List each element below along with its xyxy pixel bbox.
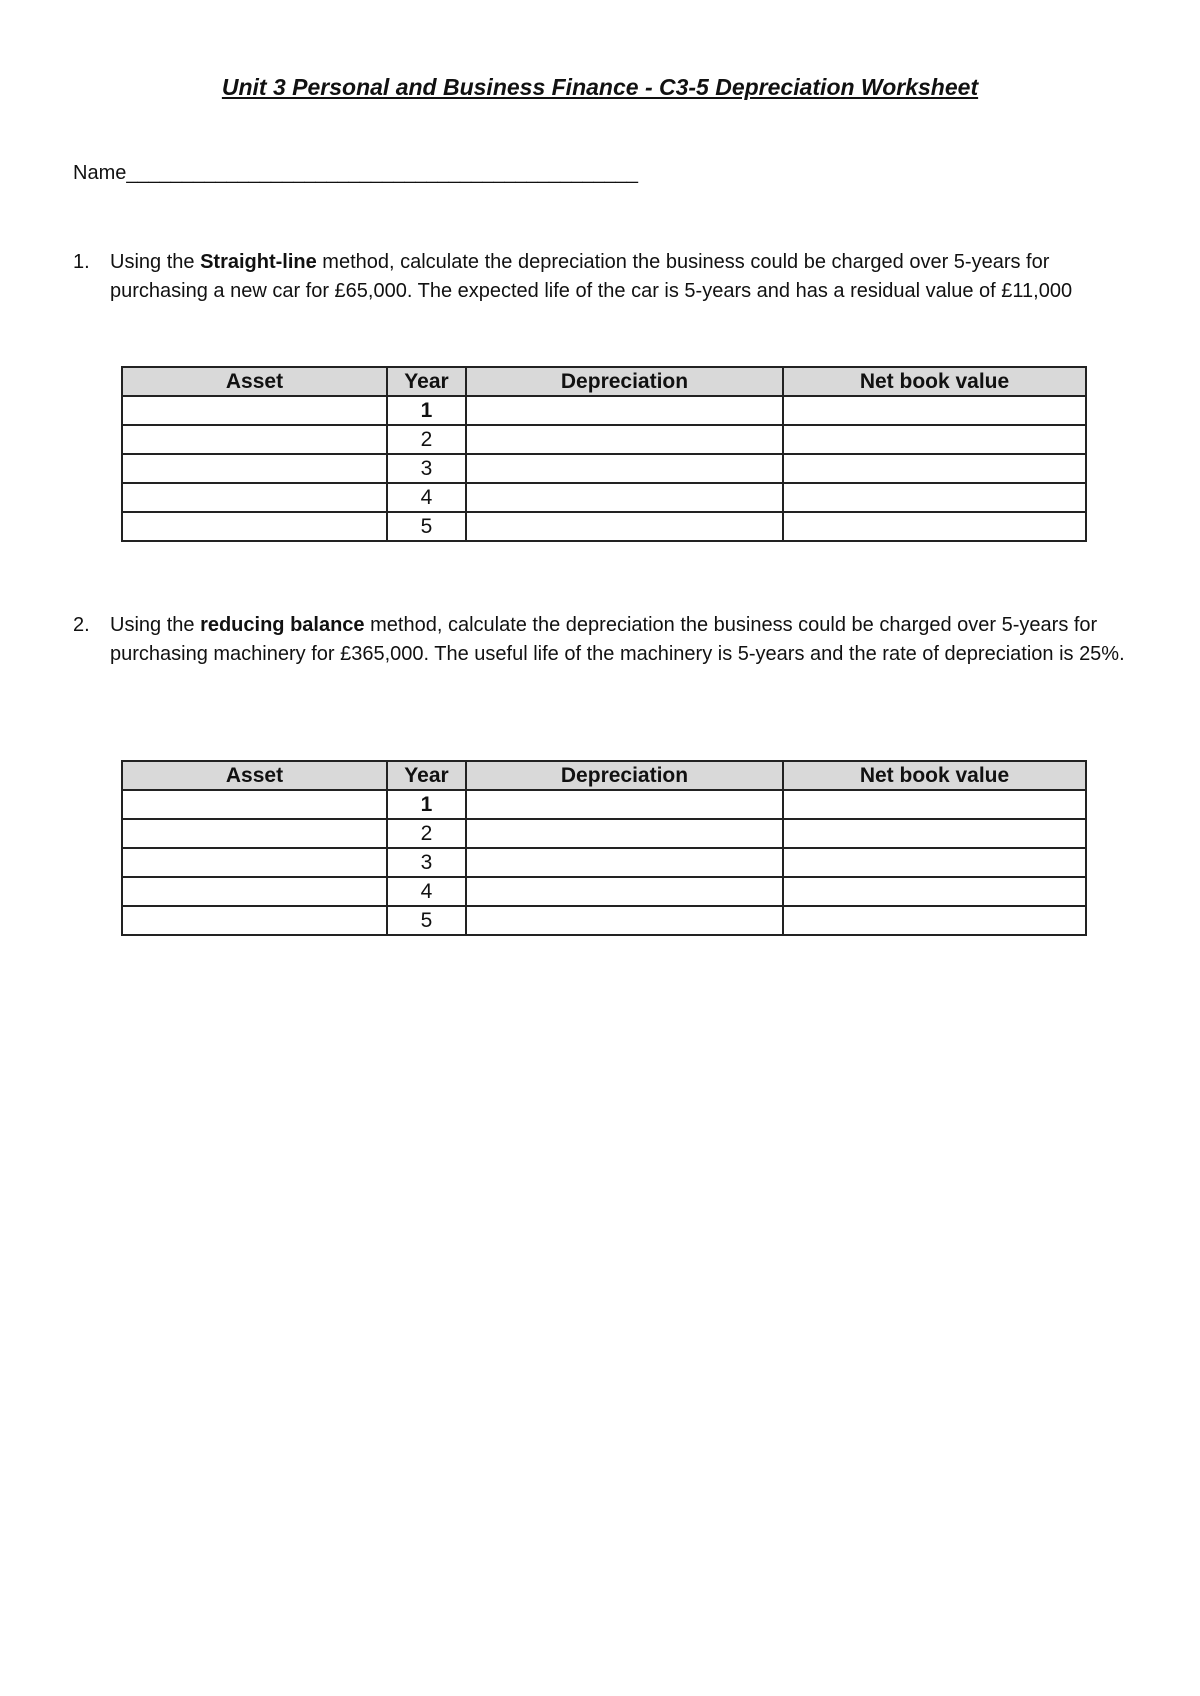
asset-cell[interactable] [122,819,387,848]
header-net-book-value: Net book value [783,761,1086,790]
depreciation-cell[interactable] [466,848,783,877]
asset-cell[interactable] [122,848,387,877]
table-row [122,454,1086,483]
depreciation-cell[interactable] [466,819,783,848]
net-book-value-cell[interactable] [783,396,1086,425]
header-asset: Asset [122,367,387,396]
header-asset: Asset [122,761,387,790]
table-row [122,396,1086,425]
net-book-value-cell[interactable] [783,906,1086,935]
header-net-book-value: Net book value [783,367,1086,396]
question-number: 1. [73,251,90,273]
asset-cell[interactable] [122,512,387,541]
year-cell: 5 [387,512,466,541]
table-row [122,819,1086,848]
question-1 [73,248,1133,306]
page-title: Unit 3 Personal and Business Finance - C3-5 Depreciation Worksheet [221,74,979,100]
table-row [122,512,1086,541]
method-emphasis: reducing balance [200,614,365,636]
asset-cell[interactable] [122,877,387,906]
table-row [122,877,1086,906]
asset-cell[interactable] [122,454,387,483]
year-cell: 3 [387,454,466,483]
table-row [122,425,1086,454]
table-header-row [122,367,1086,396]
header-year: Year [387,367,466,396]
asset-cell[interactable] [122,790,387,819]
depreciation-cell[interactable] [466,454,783,483]
asset-cell[interactable] [122,906,387,935]
year-cell: 4 [387,483,466,512]
table-row [122,906,1086,935]
table-row [122,790,1086,819]
table-header-row [122,761,1086,790]
depreciation-cell[interactable] [466,425,783,454]
net-book-value-cell[interactable] [783,848,1086,877]
depreciation-cell[interactable] [466,512,783,541]
depreciation-cell[interactable] [466,790,783,819]
question-text: Using the Straight-line method, calculate the depreciation the business could be charged over 5-years for purchasing a new car for £65,000. The expected life of the car is 5-years and has a residual value of £11,000 [110,251,1073,302]
depreciation-cell[interactable] [466,483,783,512]
year-cell: 5 [387,906,466,935]
net-book-value-cell[interactable] [783,819,1086,848]
asset-cell[interactable] [122,483,387,512]
net-book-value-cell[interactable] [783,454,1086,483]
year-cell: 1 [387,396,466,425]
year-cell: 2 [387,425,466,454]
year-cell: 4 [387,877,466,906]
table-row [122,483,1086,512]
header-year: Year [387,761,466,790]
depreciation-table-1 [121,366,1087,542]
net-book-value-cell[interactable] [783,790,1086,819]
header-depreciation: Depreciation [466,761,783,790]
net-book-value-cell[interactable] [783,877,1086,906]
name-field[interactable]: Name______________________________________________ [73,162,639,184]
asset-cell[interactable] [122,425,387,454]
question-number: 2. [73,614,90,636]
method-emphasis: Straight-line [200,251,317,273]
depreciation-cell[interactable] [466,906,783,935]
question-2 [73,611,1133,669]
year-cell: 1 [387,790,466,819]
header-depreciation: Depreciation [466,367,783,396]
depreciation-cell[interactable] [466,396,783,425]
asset-cell[interactable] [122,396,387,425]
net-book-value-cell[interactable] [783,512,1086,541]
depreciation-table-2 [121,760,1087,936]
year-cell: 3 [387,848,466,877]
table-row [122,848,1086,877]
net-book-value-cell[interactable] [783,425,1086,454]
depreciation-cell[interactable] [466,877,783,906]
net-book-value-cell[interactable] [783,483,1086,512]
year-cell: 2 [387,819,466,848]
question-text: Using the reducing balance method, calculate the depreciation the business could be charged over 5-years for purchasing machinery for £365,000. The useful life of the machinery is 5-years and the rate of depreciation is 25%. [110,614,1125,665]
